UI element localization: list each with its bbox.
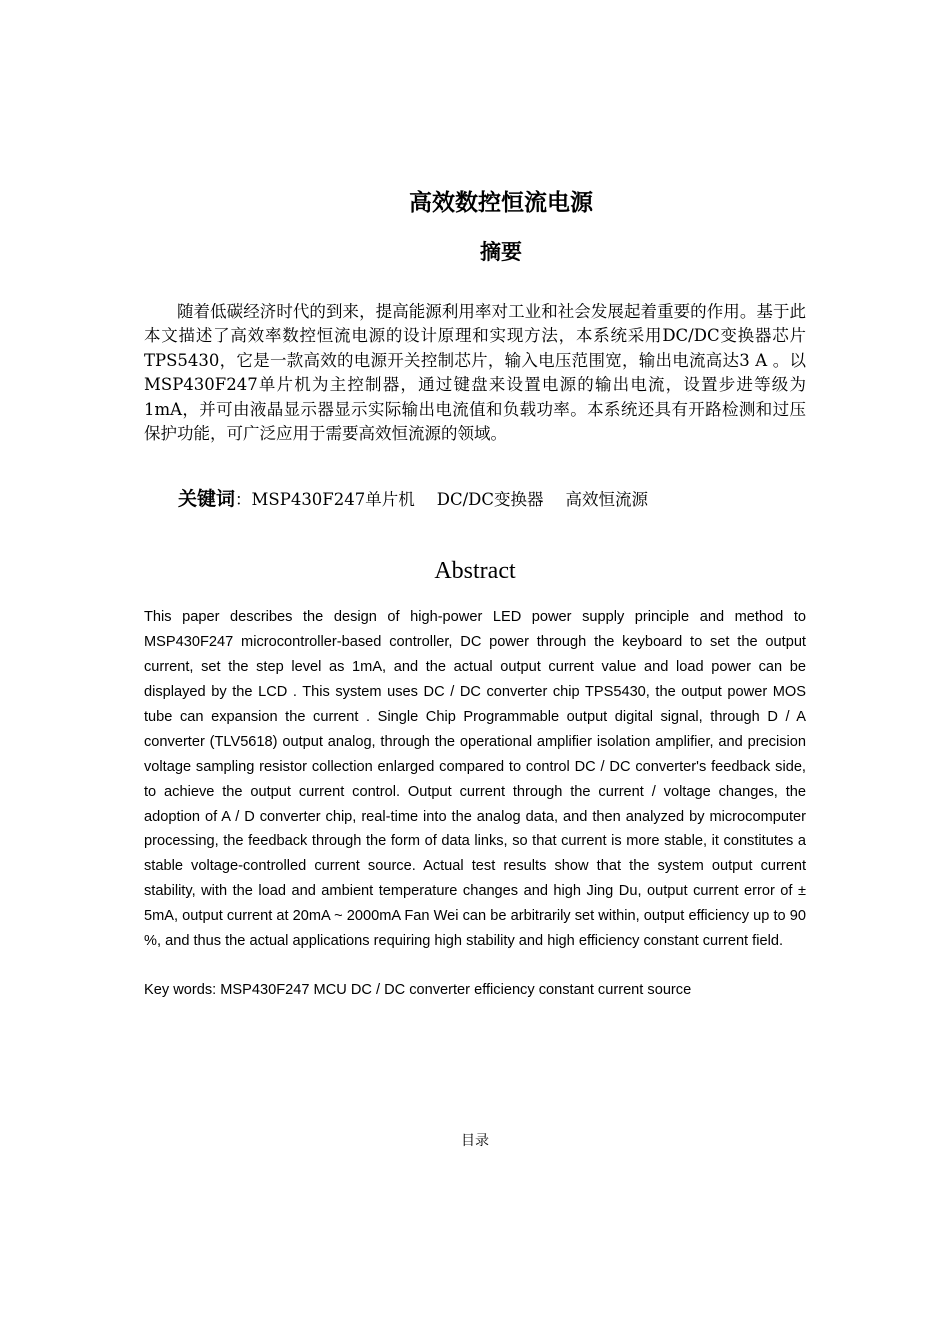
toc-heading: 目录 bbox=[461, 1133, 489, 1149]
keywords-en: Key words: MSP430F247 MCU DC / DC converter efficiency constant current source bbox=[144, 982, 692, 998]
page-title: 高效数控恒流电源 bbox=[409, 190, 593, 216]
keyword-item: MSP430F247单片机 bbox=[251, 490, 415, 509]
keyword-item: DC/DC变换器 bbox=[436, 490, 544, 509]
abstract-heading-cn: 摘要 bbox=[480, 240, 522, 264]
keyword-item: 高效恒流源 bbox=[565, 490, 649, 509]
keywords-separator: ： bbox=[235, 490, 252, 509]
keywords-label: 关键词 bbox=[178, 488, 236, 510]
abstract-body-cn: 随着低碳经济时代的到来，提高能源利用率对工业和社会发展起着重要的作用。基于此本文描述了高效率数控恒流电源的设计原理和实现方法，本系统采用DC/DC变换器芯片TPS5430，它是一款高效的电源开关控制芯片，输入电压范围宽，输出电流高达3 A 。以MSP430F247单片机为主控制器，通过键盘来设置电源的输出电流，设置步进等级为1mA，并可由液晶显示器显示实际输出电流值和负载功率。本系统还具有开路检测和过压保护功能，可广泛应用于需要高效恒流源的领域。 bbox=[144, 302, 806, 444]
abstract-heading-en: Abstract bbox=[434, 558, 516, 584]
keywords-cn bbox=[178, 487, 818, 512]
abstract-body-en: This paper describes the design of high-power LED power supply principle and method to MSP430F247 microcontroller-based controller, DC power through the keyboard to set the output current, set the step level as 1mA, and the actual output current value and load power can be displayed by the LCD . This system uses DC / DC converter chip TPS5430, the output power MOS tube can expansion the current . Single Chip Programmable output digital signal, through D / A converter (TLV5618) output analog, through the operational amplifier isolation amplifier, and precision voltage sampling resistor collection enlarged compared to control DC / DC converter's feedback side, to achieve the output current control. Output current through the current / voltage changes, the adoption of A / D converter chip, real-time into the analog data, and then analyzed by microcomputer processing, the feedback through the form of data links, so that current is more stable, it constitutes a stable voltage-controlled current source. Actual test results show that the system output current stability, with the load and ambient temperature changes and high Jing Du, output current error of ± 5mA, output current at 20mA ~ 2000mA Fan Wei can be arbitrarily set within, output efficiency up to 90 %, and thus the actual applications requiring high stability and high efficiency constant current field. bbox=[144, 609, 806, 950]
